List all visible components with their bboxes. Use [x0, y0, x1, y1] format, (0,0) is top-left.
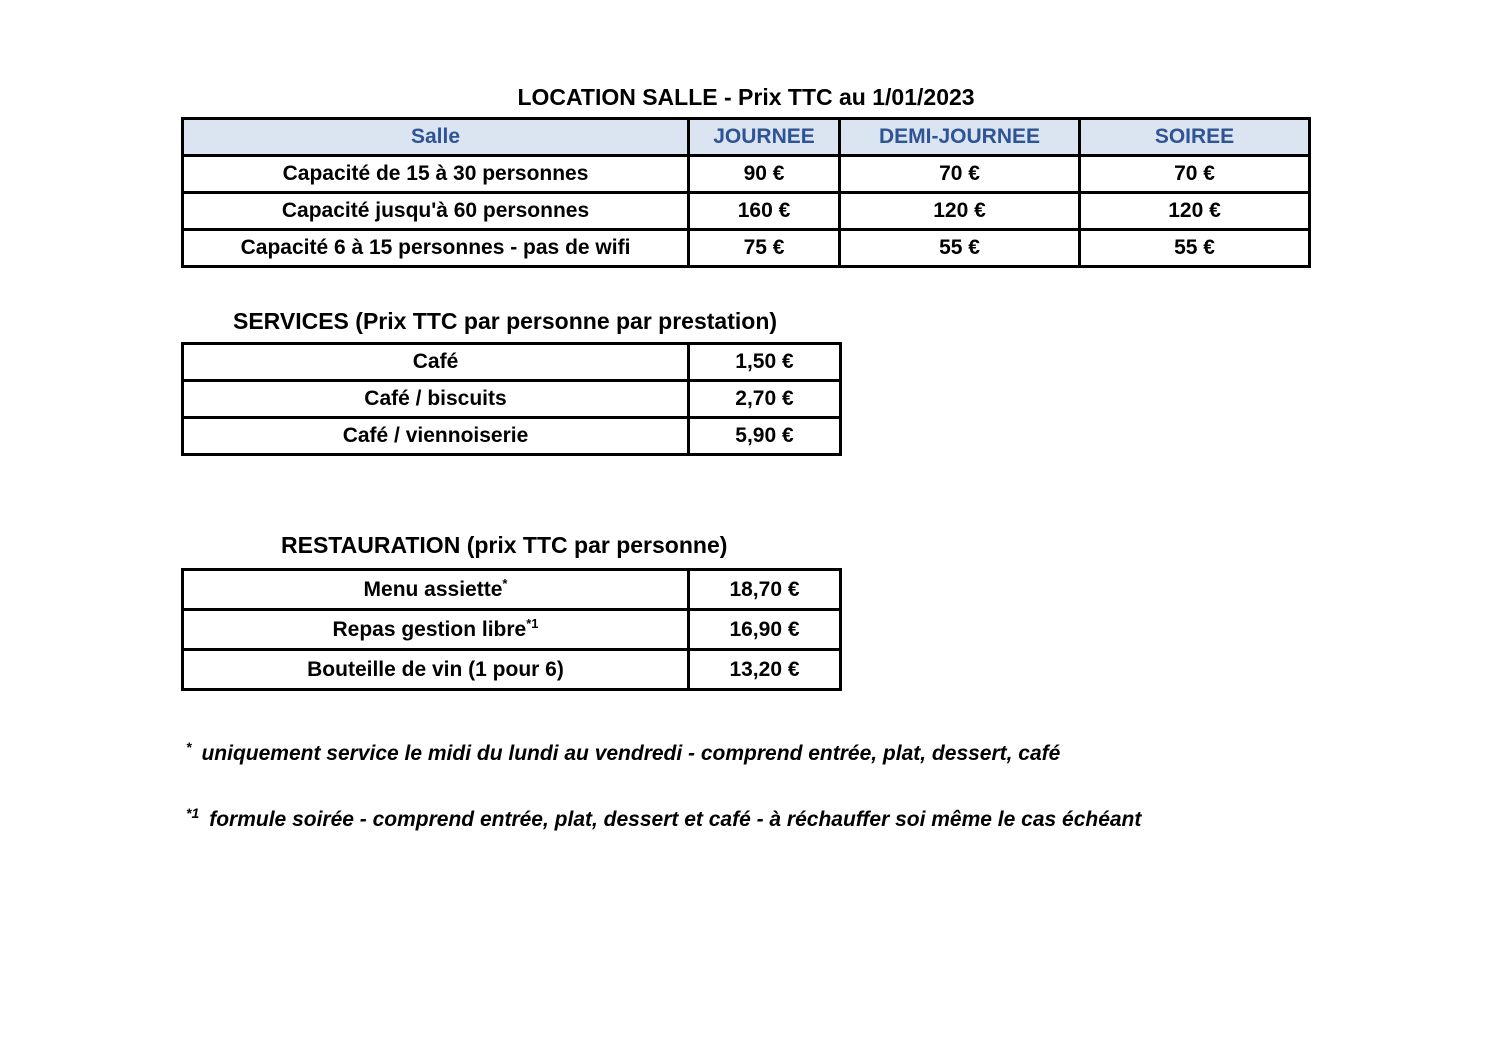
footnote-marker: *1	[186, 805, 200, 821]
price-cell: 120 €	[1080, 193, 1310, 230]
price-cell: 5,90 €	[689, 418, 841, 455]
location-table-title: LOCATION SALLE - Prix TTC au 1/01/2023	[517, 84, 975, 110]
table-row	[183, 418, 841, 455]
menu-label-text: Repas gestion libre	[332, 617, 527, 641]
room-label: Capacité 6 à 15 personnes - pas de wifi	[183, 230, 689, 267]
service-label: Café / viennoiserie	[183, 418, 689, 455]
column-header-journee: JOURNEE	[689, 119, 840, 156]
price-cell: 1,50 €	[689, 344, 841, 381]
price-cell: 90 €	[689, 156, 840, 193]
service-label: Café / biscuits	[183, 381, 689, 418]
table-row	[183, 193, 1310, 230]
footnote	[186, 805, 1142, 832]
services-pricing-table	[181, 342, 842, 456]
footnote-ref: *	[502, 575, 508, 591]
table-row	[183, 230, 1310, 267]
table-row	[183, 344, 841, 381]
table-row	[183, 570, 841, 610]
table-row	[183, 156, 1310, 193]
footnote-marker: *	[186, 739, 192, 755]
location-pricing-table	[181, 117, 1311, 268]
footnote-ref: *1	[526, 615, 539, 631]
price-cell: 13,20 €	[689, 650, 841, 690]
menu-label-text: Menu assiette	[363, 577, 503, 601]
price-cell: 16,90 €	[689, 610, 841, 650]
price-cell: 55 €	[1080, 230, 1310, 267]
price-cell: 120 €	[840, 193, 1080, 230]
price-cell: 55 €	[840, 230, 1080, 267]
room-label: Capacité de 15 à 30 personnes	[183, 156, 689, 193]
price-cell: 18,70 €	[689, 570, 841, 610]
price-cell: 70 €	[1080, 156, 1310, 193]
column-header-demi-journee: DEMI-JOURNEE	[840, 119, 1080, 156]
footnote-text: uniquement service le midi du lundi au vendredi - comprend entrée, plat, dessert, café	[201, 742, 1061, 765]
room-label: Capacité jusqu'à 60 personnes	[183, 193, 689, 230]
footnote-text: formule soirée - comprend entrée, plat, dessert et café - à réchauffer soi même le cas échéant	[209, 808, 1142, 831]
restauration-pricing-table	[181, 568, 842, 691]
restauration-table-title: RESTAURATION (prix TTC par personne)	[281, 532, 728, 558]
footnote	[186, 739, 1061, 766]
price-cell: 70 €	[840, 156, 1080, 193]
price-cell: 75 €	[689, 230, 840, 267]
price-cell: 160 €	[689, 193, 840, 230]
menu-label	[183, 610, 689, 650]
services-table-title: SERVICES (Prix TTC par personne par prestation)	[233, 308, 778, 334]
header-row	[183, 119, 1310, 156]
column-header-salle: Salle	[183, 119, 689, 156]
menu-label	[183, 650, 689, 690]
table-row	[183, 650, 841, 690]
price-cell: 2,70 €	[689, 381, 841, 418]
column-header-soiree: SOIREE	[1080, 119, 1310, 156]
table-row	[183, 610, 841, 650]
menu-label-text: Bouteille de vin (1 pour 6)	[307, 657, 564, 681]
service-label: Café	[183, 344, 689, 381]
table-row	[183, 381, 841, 418]
menu-label	[183, 570, 689, 610]
